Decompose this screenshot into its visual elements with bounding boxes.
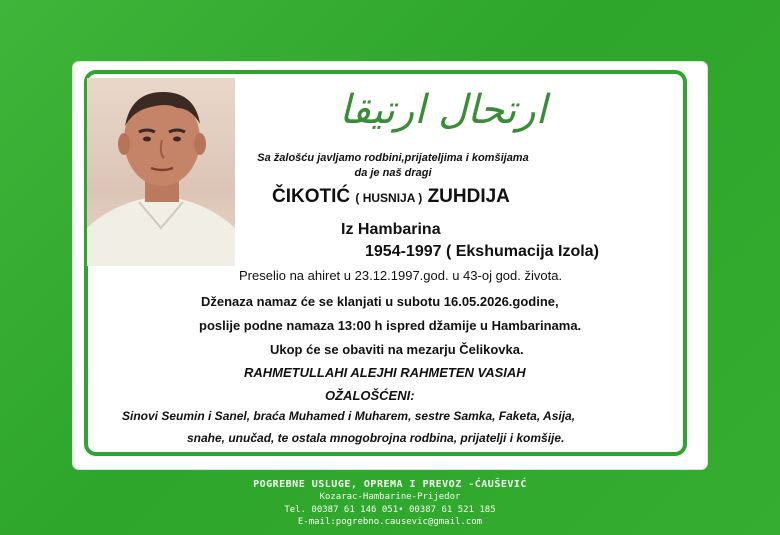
obituary-card: [73, 62, 707, 469]
mourners-title: OŽALOŠĆENI:: [325, 388, 415, 403]
deceased-photo: [87, 78, 235, 266]
funeral-company-phone: Tel. 00387 61 146 051• 00387 61 521 185: [284, 505, 496, 515]
funeral-company-email: E-mail:pogrebno.causevic@gmail.com: [297, 517, 483, 527]
place-of-origin: Iz Hambarina: [341, 221, 441, 238]
mourners-line-1: Sinovi Seumin i Sanel, braća Muhamed i Muharem, sestre Samka, Faketa, Asija,: [122, 409, 576, 423]
arabic-calligraphy: ارتحال ارتيقا: [339, 87, 547, 133]
mourners-line-2: snahe, unučad, te ostala mnogobrojna rodbina, prijatelji i komšije.: [187, 431, 565, 445]
funeral-company-address: Kozarac-Hambarine-Prijedor: [319, 492, 461, 502]
life-years: 1954-1997 ( Ekshumacija Izola): [365, 243, 599, 260]
intro-line-2: da je naš dragi: [354, 167, 432, 179]
given-name: ZUHDIJA: [427, 186, 510, 207]
portrait-illustration: [87, 78, 235, 266]
janaza-line-1: Dženaza namaz će se klanjati u subotu 16.05.2026.godine,: [201, 294, 559, 309]
passed-away-line: Preselio na ahiret u 23.12.1997.god. u 43-oj god. života.: [239, 268, 563, 283]
funeral-company-name: POGREBNE USLUGE, OPREMA I PREVOZ -ĆAUŠEVIĆ: [253, 479, 527, 490]
burial-line: Ukop će se obaviti na mezarju Čelikovka.: [270, 342, 524, 357]
surname: ČIKOTIĆ: [272, 186, 351, 207]
janaza-line-2: poslije podne namaza 13:00 h ispred džamije u Hambarinama.: [199, 318, 582, 333]
intro-line-1: Sa žalošću javljamo rodbini,prijateljima i komšijama: [257, 152, 529, 164]
deceased-name: [272, 186, 510, 208]
prayer-line: RAHMETULLAHI ALEJHI RAHMETEN VASIAH: [244, 365, 526, 380]
father-name: ( HUSNIJA ): [355, 191, 423, 205]
